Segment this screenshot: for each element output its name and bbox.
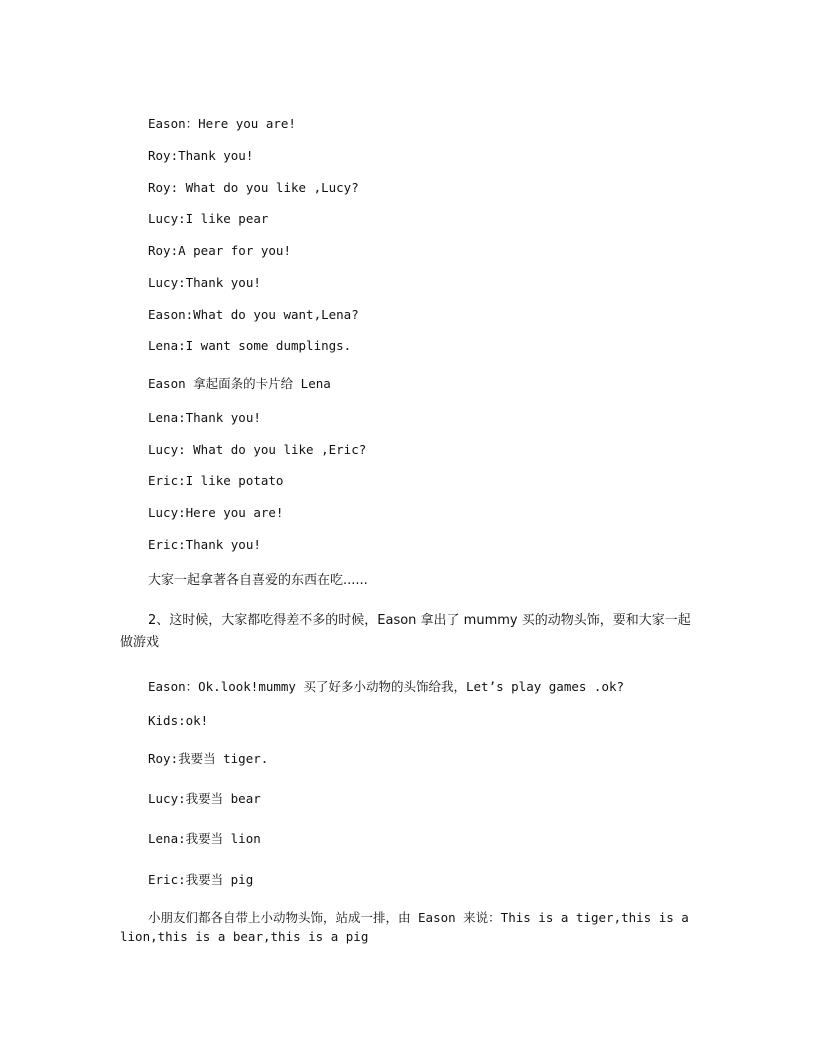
dialogue-line: Roy: What do you like ,Lucy? — [148, 180, 359, 195]
closing-paragraph: 小朋友们都各自带上小动物头饰，站成一排，由 Eason 来说：This is a tiger,this is a lion,this is a bear,this is a pig — [120, 910, 689, 944]
dialogue-line: Lena:Thank you! — [148, 410, 261, 425]
dialogue-line: Lucy:Thank you! — [148, 275, 261, 290]
dialogue-line: Eason：Here you are! — [148, 116, 296, 131]
stage-direction: Eason 拿起面条的卡片给 Lena — [148, 376, 331, 391]
dialogue-line: Kids:ok! — [148, 713, 209, 728]
dialogue-line: Lena:我要当 lion — [148, 831, 261, 846]
dialogue-line: Eason：Ok.look!mummy 买了好多小动物的头饰给我，Let’s play games .ok? — [148, 679, 625, 694]
dialogue-line: Eason:What do you want,Lena? — [148, 307, 359, 322]
dialogue-line: Eric:Thank you! — [148, 537, 261, 552]
dialogue-line: Lucy:Here you are! — [148, 505, 284, 520]
dialogue-line: Lucy:I like pear — [148, 211, 269, 226]
dialogue-line: Eric:I like potato — [148, 473, 284, 488]
dialogue-line: Lucy: What do you like ,Eric? — [148, 442, 367, 457]
section-2-paragraph: 2、这时候，大家都吃得差不多的时候，Eason 拿出了 mummy 买的动物头饰，要和大家一起做游戏 — [120, 613, 691, 650]
narration-line: 大家一起拿著各自喜爱的东西在吃...... — [148, 573, 368, 588]
dialogue-line: Eric:我要当 pig — [148, 872, 254, 887]
dialogue-line: Roy:A pear for you! — [148, 243, 291, 258]
dialogue-line: Roy:我要当 tiger. — [148, 751, 269, 766]
dialogue-line: Lena:I want some dumplings. — [148, 338, 352, 353]
dialogue-line: Roy:Thank you! — [148, 148, 254, 163]
dialogue-line: Lucy:我要当 bear — [148, 791, 261, 806]
